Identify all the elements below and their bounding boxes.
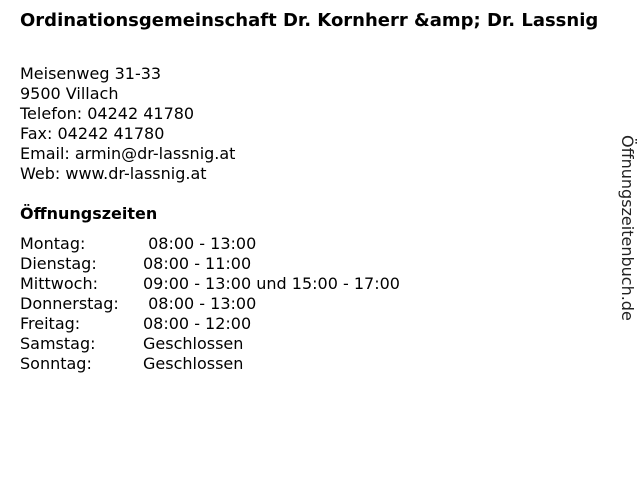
time-range: 08:00 - 12:00 — [143, 314, 252, 333]
day-label: Dienstag: — [20, 254, 97, 273]
website-address: Web: www.dr-lassnig.at — [20, 164, 207, 183]
day-label: Mittwoch: — [20, 274, 98, 293]
business-title: Ordinationsgemeinschaft Dr. Kornherr &amp; Dr. Lassnig — [20, 10, 599, 31]
phone-number: Telefon: 04242 41780 — [20, 104, 195, 123]
email-address: Email: armin@dr-lassnig.at — [20, 144, 236, 163]
address-city: 9500 Villach — [20, 84, 119, 103]
fax-number: Fax: 04242 41780 — [20, 124, 165, 143]
time-range: Geschlossen — [143, 334, 244, 353]
hours-row-thursday — [20, 294, 400, 314]
day-label: Freitag: — [20, 314, 81, 333]
day-label: Samstag: — [20, 334, 96, 353]
hours-row-saturday — [20, 334, 400, 354]
time-range: 08:00 - 13:00 — [143, 234, 257, 253]
hours-row-wednesday — [20, 274, 400, 294]
time-range: 08:00 - 13:00 — [143, 294, 257, 313]
address-street: Meisenweg 31-33 — [20, 64, 162, 83]
hours-row-sunday — [20, 354, 400, 374]
day-label: Sonntag: — [20, 354, 92, 373]
day-label: Donnerstag: — [20, 294, 119, 313]
site-watermark: Öffnungszeitenbuch.de — [618, 135, 637, 321]
day-label: Montag: — [20, 234, 86, 253]
opening-hours-heading: Öffnungszeiten — [20, 204, 158, 223]
time-range: Geschlossen — [143, 354, 244, 373]
time-range: 09:00 - 13:00 und 15:00 - 17:00 — [143, 274, 400, 293]
opening-hours-table — [20, 234, 400, 374]
contact-block — [20, 64, 235, 184]
hours-row-tuesday — [20, 254, 400, 274]
time-range: 08:00 - 11:00 — [143, 254, 252, 273]
hours-row-monday — [20, 234, 400, 254]
hours-row-friday — [20, 314, 400, 334]
